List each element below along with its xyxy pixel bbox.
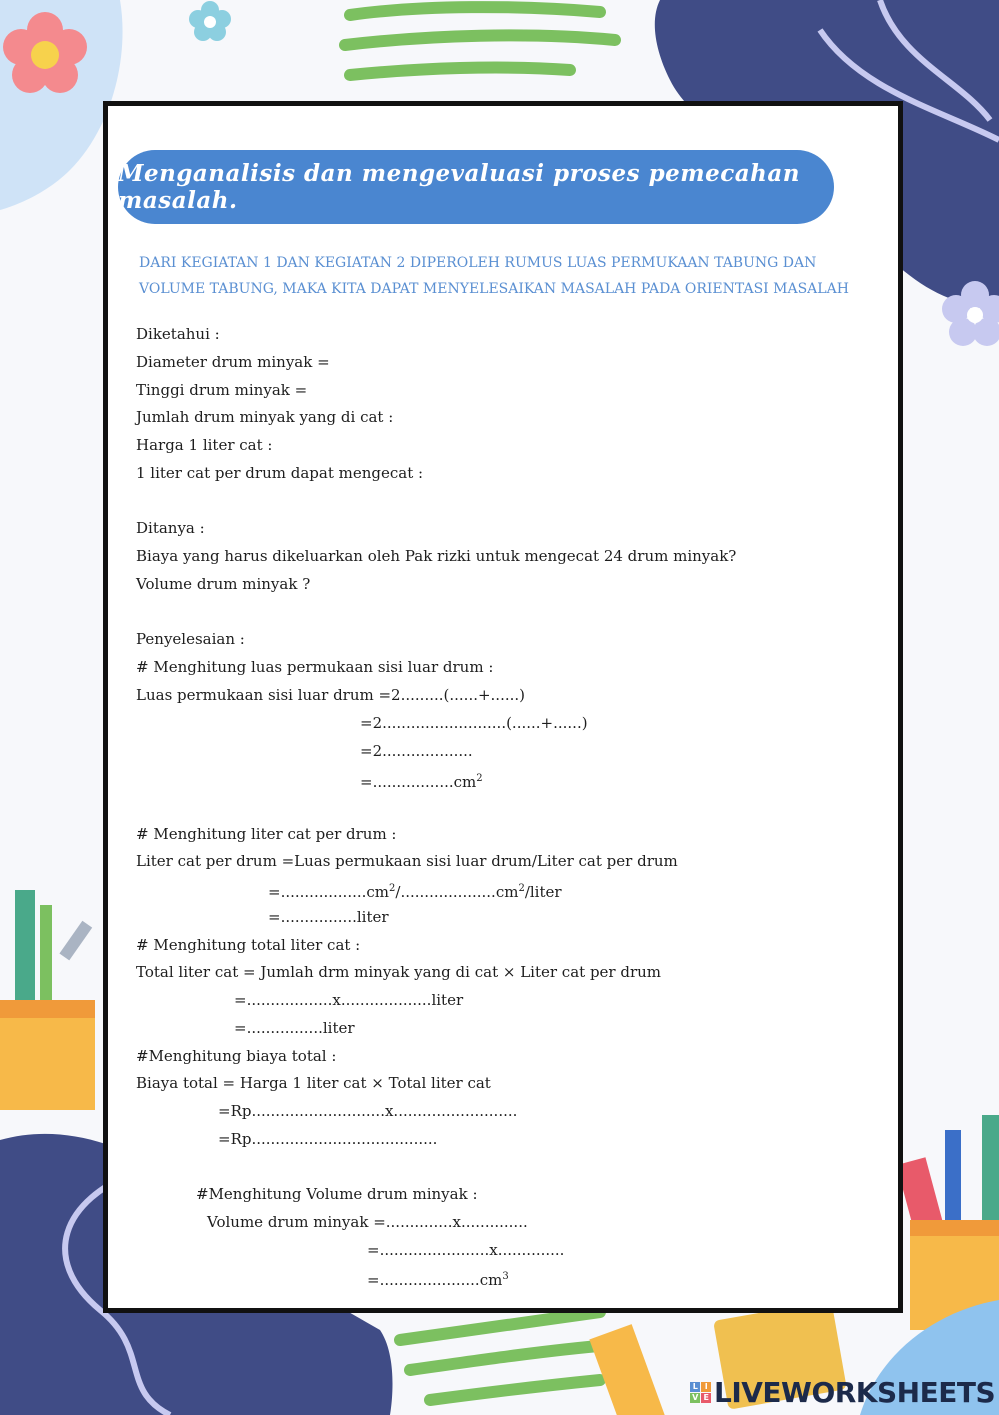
- green-strokes-top: [345, 7, 615, 75]
- biaya-heading: #Menghitung biaya total :: [136, 1047, 337, 1065]
- pencil-cup-right: [896, 1115, 999, 1330]
- diketahui-tinggi: Tinggi drum minyak =: [136, 381, 308, 399]
- total-liter-heading: # Menghitung total liter cat :: [136, 936, 361, 954]
- brand-name: LIVEWORKSHEETS: [714, 1376, 996, 1409]
- ruler-icon: [589, 1324, 669, 1415]
- penyelesaian-heading: Penyelesaian :: [136, 630, 245, 648]
- total-liter-line-3: =................liter: [234, 1019, 355, 1037]
- diketahui-jumlah: Jumlah drum minyak yang di cat :: [136, 408, 394, 426]
- ditanya-biaya: Biaya yang harus dikeluarkan oleh Pak rizki untuk mengecat 24 drum minyak?: [136, 547, 737, 565]
- intro-text: DARI KEGIATAN 1 DAN KEGIATAN 2 DIPEROLEH RUMUS LUAS PERMUKAAN TABUNG DAN VOLUME TABUNG, MAKA KITA DAPAT MENYELESAIKAN MASALAH PADA ORIENTASI MASALAH: [139, 255, 849, 297]
- ditanya-heading: Ditanya :: [136, 519, 205, 537]
- title-banner: [118, 150, 834, 224]
- liter-per-drum-line-2: [268, 879, 562, 902]
- diketahui-liter: 1 liter cat per drum dapat mengecat :: [136, 464, 424, 482]
- liveworksheets-logo-icon: [690, 1382, 711, 1403]
- liveworksheets-brand: [690, 1376, 995, 1409]
- luas-line-3: =2...................: [360, 742, 473, 760]
- liter-per-drum-line-2b: /....................cm: [395, 883, 519, 901]
- total-liter-line-1: Total liter cat = Jumlah drm minyak yang di cat × Liter cat per drum: [136, 963, 662, 981]
- logo-letter-e: E: [701, 1393, 711, 1403]
- total-liter-line-2: =..................x...................liter: [234, 991, 464, 1009]
- ditanya-volume: Volume drum minyak ?: [136, 575, 311, 593]
- volume-line-3-sup: 3: [502, 1271, 509, 1282]
- liter-per-drum-line-1: Liter cat per drum =Luas permukaan sisi luar drum/Liter cat per drum: [136, 852, 678, 870]
- luas-line-2: =2..........................(......+......): [360, 714, 588, 732]
- liter-per-drum-line-2a-sup: 2: [389, 883, 396, 894]
- biaya-line-1: Biaya total = Harga 1 liter cat × Total liter cat: [136, 1074, 491, 1092]
- liter-per-drum-heading: # Menghitung liter cat per drum :: [136, 825, 397, 843]
- biaya-line-3: =Rp.......................................: [218, 1130, 438, 1148]
- liter-per-drum-line-2b-sup: 2: [518, 883, 525, 894]
- luas-line-4: [360, 769, 483, 792]
- small-flower-icon: [189, 1, 231, 41]
- logo-letter-v: V: [690, 1393, 700, 1403]
- volume-line-1: Volume drum minyak =..............x..............: [207, 1213, 528, 1231]
- biaya-line-2: =Rp............................x..........................: [218, 1102, 518, 1120]
- page-title: Menganalisis dan mengevaluasi proses pemecahan masalah.: [118, 160, 801, 214]
- volume-line-3-text: =.....................cm: [367, 1271, 503, 1289]
- liter-per-drum-line-2a: =..................cm: [268, 883, 390, 901]
- luas-line-4-text: =.................cm: [360, 773, 477, 791]
- diketahui-harga: Harga 1 liter cat :: [136, 436, 273, 454]
- logo-letter-l: L: [690, 1382, 700, 1392]
- volume-line-2: =.......................x..............: [367, 1241, 565, 1259]
- green-strokes-bottom: [400, 1312, 610, 1400]
- luas-heading: # Menghitung luas permukaan sisi luar drum :: [136, 658, 494, 676]
- liter-per-drum-line-2c: /liter: [524, 883, 562, 901]
- luas-line-4-sup: 2: [476, 773, 483, 784]
- volume-line-3: [367, 1267, 509, 1290]
- luas-line-1: Luas permukaan sisi luar drum =2.........(......+......): [136, 686, 526, 704]
- volume-heading: #Menghitung Volume drum minyak :: [196, 1185, 478, 1203]
- logo-letter-i: I: [701, 1382, 711, 1392]
- liter-per-drum-line-3: =................liter: [268, 908, 389, 926]
- diketahui-heading: Diketahui :: [136, 325, 220, 343]
- diketahui-diameter: Diameter drum minyak =: [136, 353, 330, 371]
- pencil-cup-left: [0, 890, 95, 1110]
